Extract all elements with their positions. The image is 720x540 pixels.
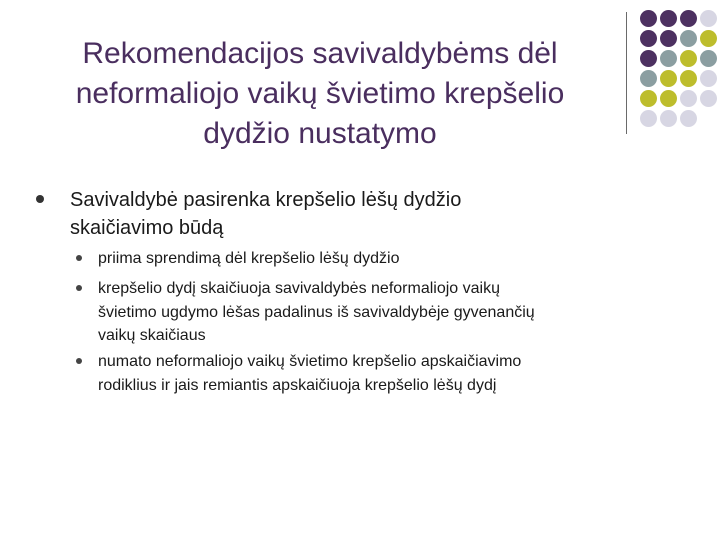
decorative-dot [660, 90, 677, 107]
sub-bullet-line: krepšelio dydį skaičiuoja savivaldybės neformaliojo vaikų [98, 280, 500, 297]
main-bullet-line: Savivaldybė pasirenka krepšelio lėšų dydžio [70, 189, 462, 211]
decorative-dot [660, 50, 677, 67]
sub-bullet-item [98, 247, 678, 271]
decorative-dot [700, 30, 717, 47]
decorative-dot [640, 50, 657, 67]
bullet-dot-icon [76, 358, 82, 364]
decorative-dot [680, 50, 697, 67]
decorative-dot [680, 10, 697, 27]
sub-bullet-line: švietimo ugdymo lėšas padalinus iš savivaldybėje gyvenančių [98, 303, 535, 321]
sub-bullet-line: vaikų skaičiaus [98, 327, 206, 344]
bullet-dot-icon [76, 285, 82, 291]
decorative-dot [660, 30, 677, 47]
slide-title-line: neformaliojo vaikų švietimo krepšelio [75, 77, 565, 110]
main-bullet-line: skaičiavimo būdą [70, 217, 224, 239]
decorative-dot [640, 30, 657, 47]
decorative-dot [680, 30, 697, 47]
decorative-dot [640, 90, 657, 107]
decorative-dot [680, 110, 697, 127]
decorative-dot [640, 110, 657, 127]
divider-line [626, 12, 627, 134]
slide-title-line: Rekomendacijos savivaldybėms dėl [82, 37, 558, 70]
decorative-dot [680, 70, 697, 87]
sub-bullet-line: rodiklius ir jais remiantis apskaičiuoja krepšelio lėšų dydį [98, 376, 497, 394]
decorative-dot [660, 110, 677, 127]
decorative-dot [700, 50, 717, 67]
sub-bullet-line: priima sprendimą dėl krepšelio lėšų dydžio [98, 250, 400, 267]
decorative-dot [640, 70, 657, 87]
sub-bullet-line: numato neformaliojo vaikų švietimo krepšelio apskaičiavimo [98, 353, 522, 370]
bullet-dot-icon [36, 195, 44, 203]
decorative-dot [700, 70, 717, 87]
slide-title [20, 34, 620, 154]
decorative-dot [700, 90, 717, 107]
decorative-dot [700, 10, 717, 27]
sub-bullet-item [98, 277, 678, 348]
decorative-dot [640, 10, 657, 27]
decorative-dot [660, 70, 677, 87]
decorative-dot [680, 90, 697, 107]
sub-bullet-item [98, 350, 678, 397]
decorative-dot [660, 10, 677, 27]
main-bullet-item [70, 186, 670, 242]
bullet-dot-icon [76, 255, 82, 261]
slide-title-line: dydžio nustatymo [203, 117, 437, 150]
